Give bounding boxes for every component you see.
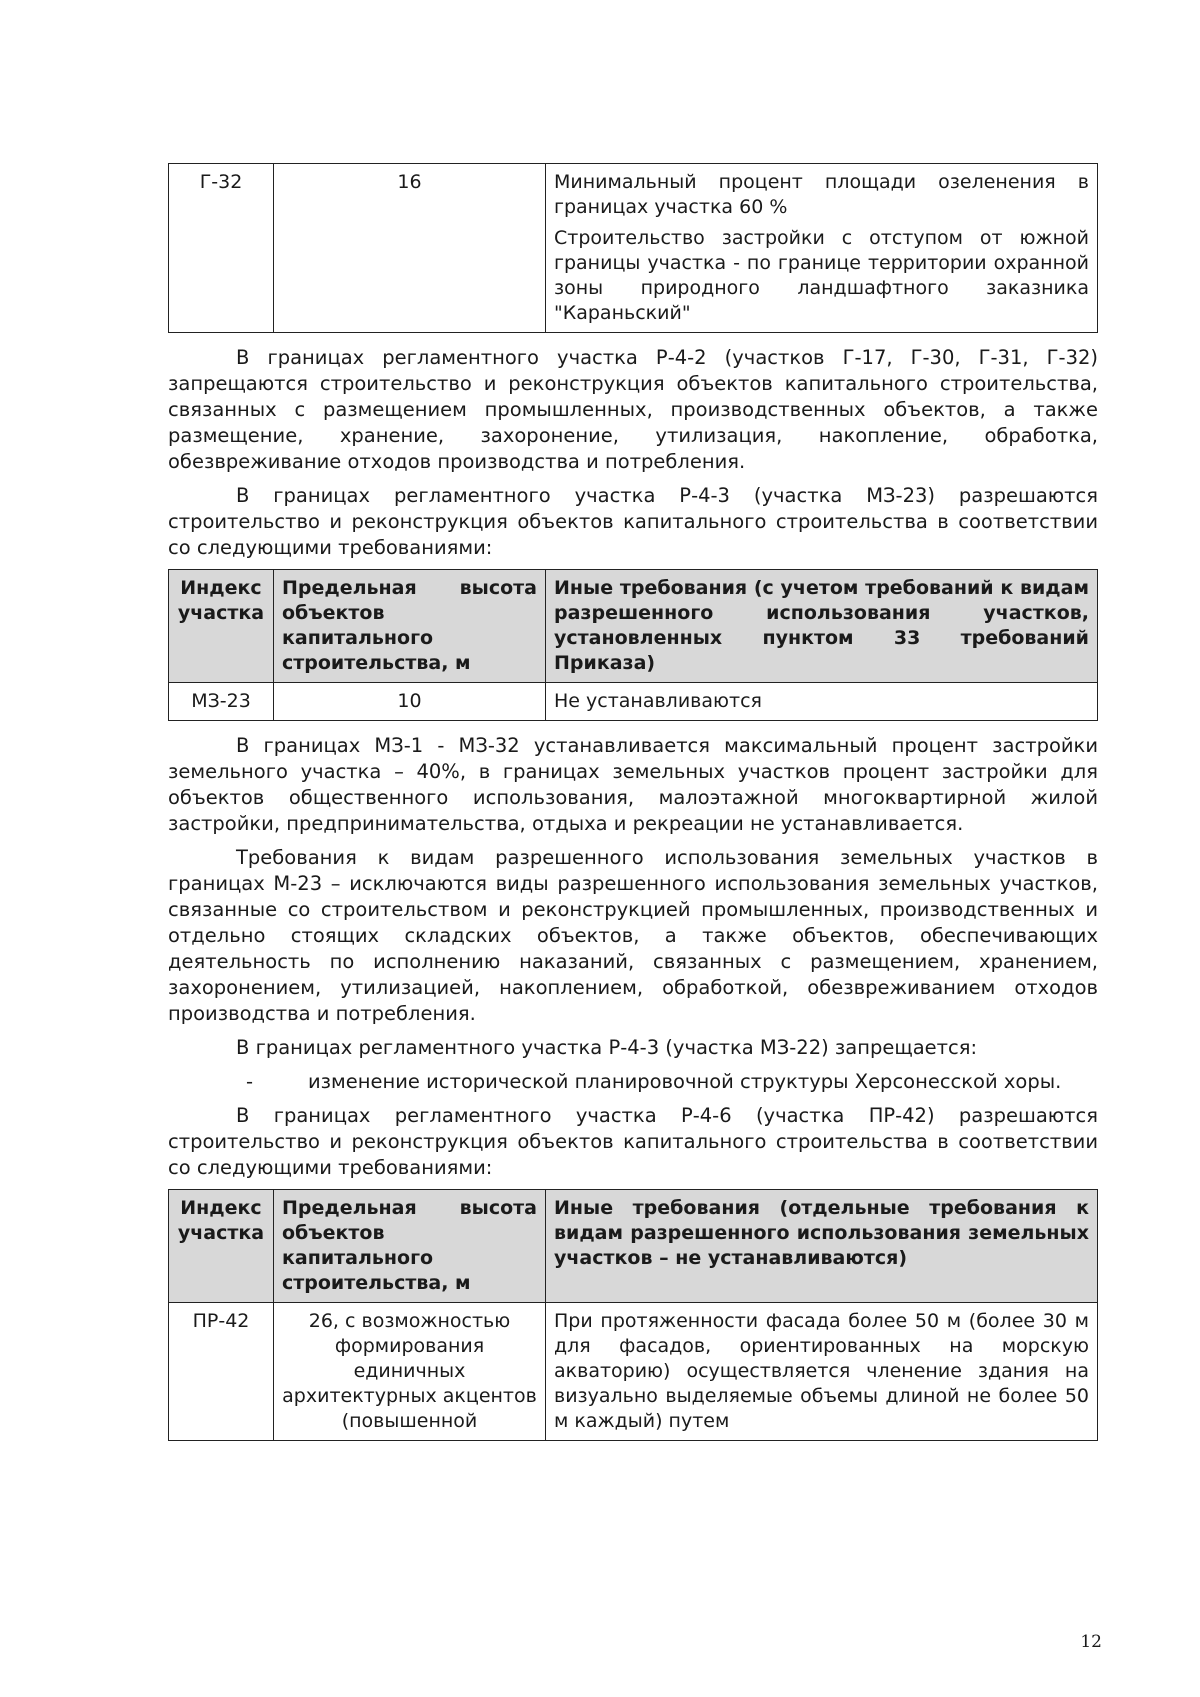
paragraph: В границах регламентного участка Р-4-6 (участка ПР-42) разрешаются строительство и реконструкция объектов капитального строительства в соответствии со следующими требованиями: xyxy=(168,1104,1098,1179)
paragraph: В границах регламентного участка Р-4-3 (участка МЗ-22) запрещается: xyxy=(236,1036,978,1059)
document-page xyxy=(168,163,1098,1441)
list-item xyxy=(168,1069,1098,1095)
table-row xyxy=(169,1303,1098,1441)
list-item-text: изменение исторической планировочной структуры Херсонесской хоры. xyxy=(308,1070,1062,1093)
cell-height: 16 xyxy=(274,164,546,333)
header-requirements: Иные требования (с учетом требований к видам разрешенного использования участков, установленных пунктом 33 требований Приказа) xyxy=(546,570,1098,683)
cell-requirements xyxy=(546,164,1098,333)
paragraph: Требования к видам разрешенного использования земельных участков в границах М-23 – исключаются виды разрешенного использования земельных участков, связанные со строительством и реконструкцией промышленных, производственных и отдельно стоящих складских объектов, а также объектов, обеспечивающих деятельность по исполнению наказаний, связанных с размещением, хранением, захоронением, утилизацией, накоплением, обработкой, обезвреживанием отходов производства и потребления. xyxy=(168,846,1098,1025)
table-pr42 xyxy=(168,1189,1098,1441)
header-index: Индекс участка xyxy=(169,1190,274,1303)
requirement-text: Минимальный процент площади озеленения в границах участка 60 % xyxy=(554,171,1089,218)
list-marker: - xyxy=(246,1070,254,1093)
cell-height: 26, с возможностью формирования единичных архитектурных акцентов (повышенной xyxy=(274,1303,546,1441)
page-number: 12 xyxy=(1080,1632,1102,1652)
cell-requirements: Не устанавливаются xyxy=(546,683,1098,721)
table-mz23 xyxy=(168,569,1098,721)
header-height: Предельная высота объектов капитального строительства, м xyxy=(274,1190,546,1303)
header-requirements: Иные требования (отдельные требования к видам разрешенного использования земельных участков – не устанавливаются) xyxy=(546,1190,1098,1303)
paragraph: В границах регламентного участка Р-4-2 (участков Г-17, Г-30, Г-31, Г-32) запрещаются строительство и реконструкция объектов капитального строительства, связанных с размещением промышленных, производственных объектов, а также размещение, хранение, захоронение, утилизация, накопление, обработка, обезвреживание отходов производства и потребления. xyxy=(168,346,1098,473)
paragraph: В границах регламентного участка Р-4-3 (участка МЗ-23) разрешаются строительство и реконструкция объектов капитального строительства в соответствии со следующими требованиями: xyxy=(168,484,1098,559)
table-g32 xyxy=(168,163,1098,333)
cell-height: 10 xyxy=(274,683,546,721)
cell-requirements: При протяженности фасада более 50 м (более 30 м для фасадов, ориентированных на морскую акваторию) осуществляется членение здания на визуально выделяемые объемы длиной не более 50 м каждый) путем xyxy=(546,1303,1098,1441)
paragraph: В границах МЗ-1 - МЗ-32 устанавливается максимальный процент застройки земельного участка – 40%, в границах земельных участков процент застройки для объектов общественного использования, малоэтажной многоквартирной жилой застройки, предпринимательства, отдыха и рекреации не устанавливается. xyxy=(168,734,1098,835)
table-header-row xyxy=(169,570,1098,683)
cell-index: МЗ-23 xyxy=(169,683,274,721)
header-index: Индекс участка xyxy=(169,570,274,683)
cell-index: Г-32 xyxy=(169,164,274,333)
header-height: Предельная высота объектов капитального строительства, м xyxy=(274,570,546,683)
table-row xyxy=(169,683,1098,721)
requirement-text: Строительство застройки с отступом от южной границы участка - по границе территории охранной зоны природного ландшафтного заказника "Караньский" xyxy=(554,227,1089,324)
cell-index: ПР-42 xyxy=(169,1303,274,1441)
table-row xyxy=(169,164,1098,333)
table-header-row xyxy=(169,1190,1098,1303)
